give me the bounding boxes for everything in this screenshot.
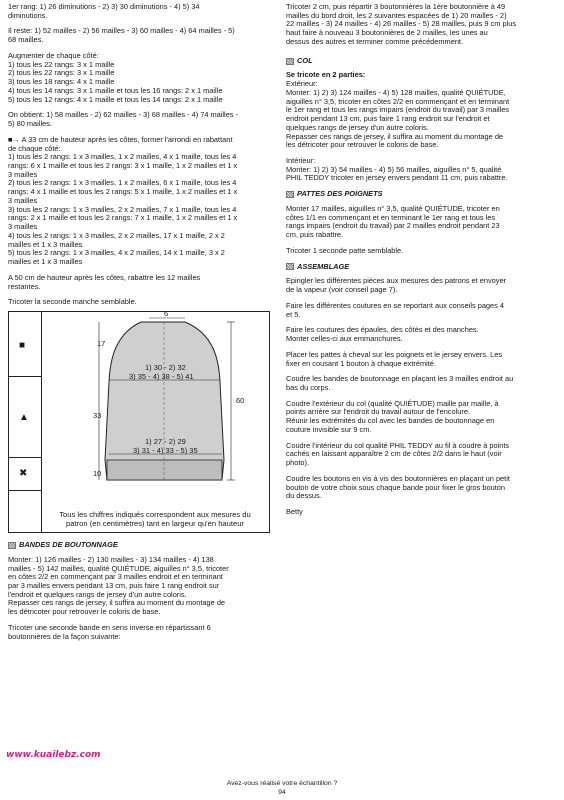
right-para-11: Coudre l'extérieur du col (qualité QUIÉTUDE) maille par maille, à points arrière sur l'endroit du travail autour de l'encolure. Réunir les extrémités du col avec les bandes de boutonnage en couture invisible sur 9 cm. bbox=[286, 398, 499, 434]
left-para-3: Augmenter de chaque côté: 1) tous les 22 rangs: 3 x 1 maille 2) tous les 22 rangs: 3 x 1 maille 3) tous les 18 rangs: 4 x 1 maille 4) tous les 14 rangs: 3 x 1 maille et tous les 16 rangs: 2 x 1 maille 5) tous les 12 rangs: 4 x 1 maille et tous les 14 rangs: 2 x 1 maille bbox=[8, 50, 223, 104]
left-para-5: ■→ A 33 cm de hauteur après les côtes, former l'arrondi en rabattant de chaque côté: 1) tous les 2 rangs: 1 x 3 mailles, 1 x 2 mailles, 4 x 1 maille, tous les 4 rangs: 6 x 1 maille et tous les 2 rangs: 3 x 1 maille, 1 x 2 mailles et 1 x 3 mailles 2) tous les 2 rangs: 1 x 3 mailles, 1 x 2 mailles, 6 x 1 maille, tous les 4 rangs: 4 x 1 maille et tous les 2 rangs: 5 x 1 maille, 1 x 2 mailles et 1 x 3 mailles 3) tous les 2 rangs: 1 x 3 mailles, 2 x 2 mailles, 7 x 1 maille, tous les 4 rangs: 2 x 1 maille et tous les 2 rangs: 7 x 1 maille, 1 x 2 mailles et 1 x 3 mailles 4) tous les 2 rangs: 1 x 3 mailles, 2 x 2 mailles, 17 x 1 maille, 2 x 2 mailles et 1 x 3 mailles 5) tous les 2 rangs: 1 x 3 mailles, 4 x 2 mailles, 14 x 1 maille, 3 x 2 mailles et 1 x 3 mailles bbox=[8, 134, 238, 267]
section-square-icon bbox=[286, 58, 294, 65]
section-square-icon bbox=[286, 263, 294, 270]
dim-60: 60 bbox=[236, 396, 245, 406]
right-para-13: Coudre les boutons en vis à vis des boutonnières en plaçant un petit bouton de votre choix sous chaque bande pour fixer le gros bouton du dessus. bbox=[286, 473, 510, 501]
watermark-text-bottom: 编织 bbox=[24, 723, 73, 749]
left-para-6: A 50 cm de hauteur après les côtes, rabattre les 12 mailles restantes. bbox=[8, 272, 201, 291]
left-para-2: Il reste: 1) 52 mailles - 2) 56 mailles - 3) 60 mailles - 4) 64 mailles - 5) 68 mailles. bbox=[8, 26, 235, 45]
right-para-1: Tricoter 2 cm, puis répartir 3 boutonnières la 1ère boutonnière à 49 mailles du bord droit, les 2 suivantes espacées de 1) 20 mailles - 2) 22 mailles - 3) 24 mailles - 4) 26 mailles - 5) 28 mailles, puis 9 cm plus haut faire à nouveau 3 boutonnières de 2 mailles, les unes au dessus des autres et terminer comme précédemment. bbox=[286, 2, 517, 46]
diagram-caption: Tous les chiffres indiqués correspondent aux mesures du patron (en centimètres) tant en largeur qu'en hauteur bbox=[59, 509, 251, 528]
signature: Betty bbox=[286, 507, 303, 517]
right-para-3: Intérieur: Monter: 1) 2) 3) 54 mailles - 4) 5) 56 mailles, aiguilles n° 5, qualité PHIL TEDDY tricoter en jersey envers pendant 11 cm, puis rabattre. bbox=[286, 156, 508, 183]
right-para-5: Tricoter 1 seconde patte semblable. bbox=[286, 245, 404, 255]
watermark-url: www.kuailebz.com bbox=[6, 749, 101, 760]
left-para-4: On obtient: 1) 58 mailles - 2) 62 mailles - 3) 68 mailles - 4) 74 mailles - 5) 80 mailles. bbox=[8, 110, 239, 129]
page-footer bbox=[0, 780, 564, 798]
page-number: 94 bbox=[278, 789, 286, 797]
right-column bbox=[286, 3, 556, 524]
right-para-7: Faire les différentes coutures en se reportant aux conseils pages 4 et 5. bbox=[286, 300, 505, 319]
top-widths-2: 3) 35 - 4) 38 - 5) 41 bbox=[129, 372, 194, 382]
bot-widths-1: 1) 27 - 2) 29 bbox=[145, 437, 186, 447]
cross-symbol-icon: ✖ bbox=[19, 468, 28, 480]
left-para-7: Tricoter la seconde manche semblable. bbox=[8, 297, 137, 307]
col-heading: COL bbox=[286, 57, 556, 66]
dim-17: 17 bbox=[97, 339, 106, 349]
right-para-12: Coudre l'intérieur du col qualité PHIL TEDDY au fil à coudre à points cachés en laissant apparaître 2 cm de côtes 2/2 dans le haut (voir photo). bbox=[286, 440, 510, 468]
site-watermark-logo bbox=[6, 702, 126, 772]
right-para-4: Monter 17 mailles, aiguilles n° 3,5, qualité QUIÉTUDE, tricoter en côtes 1/1 en commençant et en terminant le 1er rang et tous les rangs impairs (endroit du travail) par 2 mailles endroit pendant 23 cm, puis rabattre. bbox=[286, 203, 500, 240]
right-para-6: Epingler les différentes pièces aux mesures des patrons et envoyer de la vapeur (voir conseil page 7). bbox=[286, 276, 507, 295]
left-para-9: Tricoter une seconde bande en sens inverse en répartissant 6 boutonnières de la façon suivante: bbox=[8, 622, 211, 641]
right-para-9: Placer les pattes à cheval sur les poignets et le jersey envers. Les fixer en cousant 1 bouton à chaque extrémité. bbox=[286, 349, 503, 368]
dim-6: 6 bbox=[164, 309, 169, 319]
right-para-8: Faire les coutures des épaules, des côtés et des manches. Monter celles-ci aux emmanchures. bbox=[286, 325, 479, 344]
left-para-8: Monter: 1) 126 mailles - 2) 130 mailles - 3) 134 mailles - 4) 138 mailles - 5) 142 mailles, qualité QUIÉTUDE, aiguilles n° 3,5, tricoter en côtes 2/2 en commençant par 3 mailles endroit et en terminant par 3 mailles envers pendant 13 cm, puis faire 1 rang endroit sur l'endroit et quelques rangs de jersey d'un autre coloris. Repasser ces rangs de jersey, il suffira au moment du montage de les détricoter pour retrouver le coloris de base. bbox=[8, 554, 229, 617]
square-symbol-icon: ■ bbox=[19, 340, 26, 352]
bandes-heading: BANDES DE BOUTONNAGE bbox=[8, 541, 276, 550]
section-square-icon bbox=[8, 542, 16, 549]
dim-10: 10 bbox=[93, 469, 102, 479]
col-subheading: Se tricote en 2 parties: bbox=[286, 70, 366, 80]
left-para-1: 1er rang: 1) 26 diminutions - 2) 3) 30 diminutions - 4) 5) 34 diminutions. bbox=[8, 2, 200, 20]
sleeve-diagram bbox=[8, 311, 270, 533]
right-para-10: Coudre les bandes de boutonnage en plaçant les 3 mailles endroit au bas du corps. bbox=[286, 374, 514, 392]
right-para-2: Extérieur: Monter: 1) 2) 3) 124 mailles - 4) 5) 128 mailles, qualité QUIÉTUDE, aiguilles n° 3,5, tricoter en côtes 2/2 en commençant et en terminant le 1er rang et tous les rangs impairs (endroit du travail) par 3 mailles endroit pendant 13 cm, puis faire 1 rang endroit sur l'endroit et quelques rangs de jersey d'un autre coloris. Repasser ces rangs de jersey, il suffira au moment du montage de les détricoter pour retrouver le coloris de base. bbox=[286, 79, 510, 150]
triangle-symbol-icon: ▲ bbox=[19, 412, 29, 424]
bot-widths-2: 3) 31 - 4) 33 - 5) 35 bbox=[133, 446, 198, 456]
watermark-text-top: 快乐 bbox=[6, 702, 55, 727]
footer-question: Avez-vous réalisé votre échantillon ? bbox=[226, 780, 338, 787]
section-square-icon bbox=[286, 191, 294, 198]
top-widths-1: 1) 30 - 2) 32 bbox=[145, 363, 186, 373]
dim-33: 33 bbox=[93, 411, 102, 421]
sleeve-pattern-shape bbox=[9, 309, 271, 534]
assemblage-heading: ASSEMBLAGE bbox=[286, 263, 556, 272]
pattes-heading: PATTES DES POIGNETS bbox=[286, 190, 556, 199]
left-column bbox=[8, 3, 276, 648]
